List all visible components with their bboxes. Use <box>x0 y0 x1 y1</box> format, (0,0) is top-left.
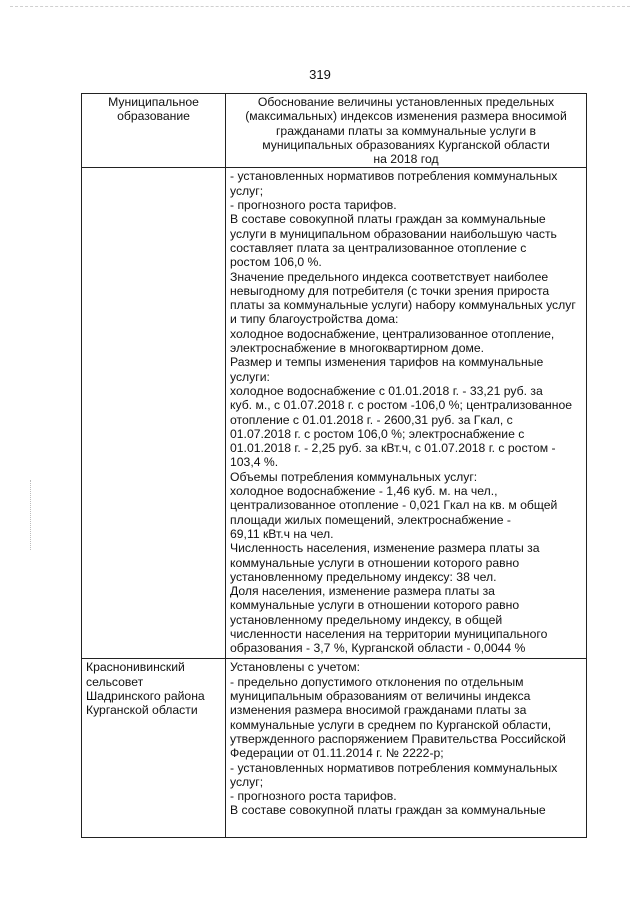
text-line: коммунальные услуги в отношении которого равно <box>230 555 520 570</box>
justification-cell <box>226 659 587 838</box>
municipality-cell <box>82 659 226 838</box>
text-line: Значение предельного индекса соответствует наиболее <box>230 269 549 284</box>
text-line: услуги в муниципальном образовании наибольшую часть <box>230 226 557 241</box>
header-justification-line: на 2018 год <box>373 152 439 167</box>
table-row <box>82 168 587 659</box>
header-justification-line: муниципальных образованиях Курганской области <box>262 137 550 152</box>
text-line: Доля населения, изменение размера платы за <box>230 584 495 599</box>
text-line: 01.07.2018 г. с ростом 106,0 %; электроснабжение с <box>230 426 525 441</box>
text-line: коммунальные услуги в среднем по Курганской области, <box>230 717 552 732</box>
text-line: установленному предельному индексу, в общей <box>230 612 503 627</box>
scan-artifact-left <box>30 480 35 550</box>
text-line: услуг; <box>230 774 264 789</box>
municipality-line: сельсовет <box>86 674 144 689</box>
header-justification-line: Обоснование величины установленных предельных <box>257 95 555 109</box>
municipality-line: Шадринского района <box>86 689 205 704</box>
text-line: услуги: <box>230 369 270 384</box>
header-municipality <box>82 94 226 168</box>
text-line: 01.01.2018 г. - 2,25 руб. за кВт.ч, с 01.07.2018 г. с ростом - <box>230 441 556 456</box>
text-line: изменения размера вносимой гражданами платы за <box>230 703 527 718</box>
text-line: - установленных нормативов потребления коммунальных <box>230 169 558 184</box>
header-municipality-label: Муниципальное образование <box>108 95 199 124</box>
text-line: образования - 3,7 %, Курганской области - 0,0044 % <box>230 641 526 656</box>
text-line: В составе совокупной платы граждан за коммунальные <box>230 212 546 227</box>
header-justification-line: гражданами платы за коммунальные услуги в <box>275 123 537 138</box>
text-line: Численность населения, изменение размера платы за <box>230 541 540 556</box>
municipality-line: Курганской области <box>86 703 198 718</box>
text-line: установленному предельному индексу: 38 чел. <box>230 569 497 584</box>
municipality-cell <box>82 168 226 659</box>
text-line: муниципальным образованиям от величины индекса <box>230 689 531 704</box>
header-justification <box>226 94 587 168</box>
text-line: ростом 106,0 %. <box>230 255 322 270</box>
table-header-row <box>82 94 587 168</box>
justification-cell <box>226 168 587 659</box>
text-line: централизованное отопление - 0,021 Гкал на кв. м общей <box>230 498 558 513</box>
text-line: - прогнозного роста тарифов. <box>230 789 397 804</box>
text-line: - прогнозного роста тарифов. <box>230 198 397 213</box>
text-line: - предельно допустимого отклонения по отдельным <box>230 674 524 689</box>
justification-table <box>81 93 587 838</box>
text-line: услуг; <box>230 183 264 198</box>
text-line: составляет плата за централизованное отопление с <box>230 240 527 255</box>
text-line: Федерации от 01.11.2014 г. № 2222-р; <box>230 746 444 761</box>
municipality-line: Краснонивинский <box>86 660 185 675</box>
page-number: 319 <box>309 67 331 82</box>
header-justification-line: (максимальных) индексов изменения размера вносимой <box>245 109 567 124</box>
table-row <box>82 659 587 838</box>
text-line: коммунальные услуги в отношении которого равно <box>230 598 520 613</box>
scan-artifact-top <box>10 6 630 8</box>
text-line: численности населения на территории муниципального <box>230 626 548 641</box>
text-line: холодное водоснабжение, централизованное отопление, <box>230 326 555 341</box>
text-line: 69,11 кВт.ч на чел. <box>230 526 334 541</box>
text-line: отопление с 01.01.2018 г. - 2600,31 руб. за Гкал, с <box>230 412 513 427</box>
text-line: Установлены с учетом: <box>230 660 360 675</box>
text-line: электроснабжение в многоквартирном доме. <box>230 341 485 356</box>
text-line: куб. м., с 01.07.2018 г. с ростом -106,0 %; централизованное <box>230 398 573 413</box>
text-line: холодное водоснабжение - 1,46 куб. м. на чел., <box>230 484 498 499</box>
text-line: Размер и темпы изменения тарифов на коммунальные <box>230 355 544 370</box>
text-line: и типу благоустройства дома: <box>230 312 399 327</box>
text-line: утвержденного распоряжением Правительства Российской <box>230 731 566 746</box>
text-line: - установленных нормативов потребления коммунальных <box>230 760 558 775</box>
text-line: Объемы потребления коммунальных услуг: <box>230 469 478 484</box>
text-line: холодное водоснабжение с 01.01.2018 г. - 33,21 руб. за <box>230 383 543 398</box>
text-line: 103,4 %. <box>230 455 279 470</box>
text-line: В составе совокупной платы граждан за коммунальные <box>230 803 546 818</box>
text-line: платы за коммунальные услуги) набору коммунальных услуг <box>230 298 576 313</box>
text-line: невыгодному для потребителя (с точки зрения прироста <box>230 283 550 298</box>
text-line: площади жилых помещений, электроснабжение - <box>230 512 511 527</box>
